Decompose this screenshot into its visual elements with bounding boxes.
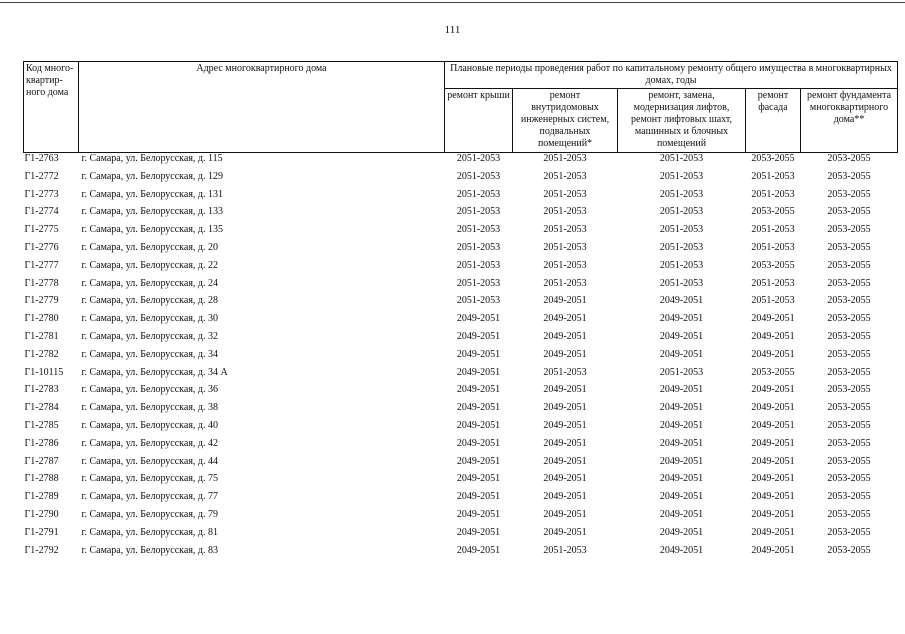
cell-code: Г1-2781 — [24, 330, 59, 342]
cell-code: Г1-10115 — [24, 366, 64, 378]
cell-facade: 2049-2051 — [751, 544, 795, 556]
cell-facade: 2049-2051 — [751, 491, 795, 503]
cell-foundation: 2053-2055 — [827, 241, 871, 253]
cell-code: Г1-2775 — [24, 224, 59, 236]
cell-roof: 2049-2051 — [456, 348, 501, 360]
cell-roof: 2049-2051 — [456, 473, 501, 485]
cell-engineering: 2049-2051 — [543, 330, 587, 342]
cell-address: г. Самара, ул. Белорусская, д. 28 — [81, 295, 219, 307]
cell-elevators: 2049-2051 — [659, 402, 704, 414]
cell-code: Г1-2784 — [24, 402, 59, 414]
cell-engineering: 2051-2053 — [543, 259, 587, 271]
cell-engineering: 2049-2051 — [543, 437, 587, 449]
cell-facade: 2049-2051 — [751, 508, 795, 520]
table-row — [24, 206, 898, 224]
cell-roof: 2051-2053 — [456, 153, 501, 164]
cell-foundation: 2053-2055 — [827, 330, 871, 342]
cell-roof: 2051-2053 — [456, 170, 501, 182]
cell-code: Г1-2777 — [24, 259, 59, 271]
cell-engineering: 2051-2053 — [543, 188, 587, 200]
table-row — [24, 367, 898, 385]
cell-roof: 2049-2051 — [456, 330, 501, 342]
header-address: Адрес многоквартирного дома — [79, 62, 445, 153]
table-row — [24, 153, 898, 171]
header-code: Код много-квартир-ного дома — [24, 62, 79, 153]
table-row — [24, 349, 898, 367]
cell-foundation: 2053-2055 — [827, 277, 871, 289]
cell-elevators: 2051-2053 — [659, 153, 704, 164]
cell-address: г. Самара, ул. Белорусская, д. 115 — [81, 153, 223, 164]
cell-facade: 2051-2053 — [751, 224, 795, 236]
cell-address: г. Самара, ул. Белорусская, д. 38 — [81, 402, 219, 414]
cell-address: г. Самара, ул. Белорусская, д. 24 — [81, 277, 219, 289]
cell-engineering: 2049-2051 — [543, 419, 587, 431]
cell-roof: 2049-2051 — [456, 455, 501, 467]
table-row — [24, 171, 898, 189]
cell-engineering: 2051-2053 — [543, 153, 587, 164]
cell-engineering: 2049-2051 — [543, 491, 587, 503]
cell-foundation: 2053-2055 — [827, 259, 871, 271]
table-row — [24, 402, 898, 420]
cell-foundation: 2053-2055 — [827, 206, 871, 218]
cell-code: Г1-2774 — [24, 206, 59, 218]
cell-roof: 2049-2051 — [456, 366, 501, 378]
cell-engineering: 2051-2053 — [543, 206, 587, 218]
cell-address: г. Самара, ул. Белорусская, д. 22 — [81, 259, 219, 271]
cell-code: Г1-2785 — [24, 419, 59, 431]
cell-foundation: 2053-2055 — [827, 437, 871, 449]
cell-elevators: 2049-2051 — [659, 348, 704, 360]
cell-code: Г1-2773 — [24, 188, 59, 200]
cell-facade: 2049-2051 — [751, 330, 795, 342]
table-row — [24, 456, 898, 474]
cell-engineering: 2051-2053 — [543, 544, 587, 556]
cell-foundation: 2053-2055 — [827, 526, 871, 538]
cell-elevators: 2049-2051 — [659, 491, 704, 503]
cell-elevators: 2049-2051 — [659, 419, 704, 431]
page-number: 111 — [444, 24, 461, 36]
cell-address: г. Самара, ул. Белорусская, д. 83 — [81, 544, 219, 556]
cell-code: Г1-2776 — [24, 241, 59, 253]
cell-elevators: 2051-2053 — [659, 188, 704, 200]
cell-engineering: 2049-2051 — [543, 455, 587, 467]
cell-facade: 2051-2053 — [751, 188, 795, 200]
cell-elevators: 2049-2051 — [659, 295, 704, 307]
cell-elevators: 2051-2053 — [659, 241, 704, 253]
cell-roof: 2051-2053 — [456, 188, 501, 200]
table-row — [24, 189, 898, 207]
table-row — [24, 331, 898, 349]
cell-facade: 2049-2051 — [751, 473, 795, 485]
cell-foundation: 2053-2055 — [827, 170, 871, 182]
header-elevators: ремонт, замена, модернизация лифтов, ремонт лифтовых шахт, машинных и блочных помещений — [618, 89, 746, 153]
cell-foundation: 2053-2055 — [827, 402, 871, 414]
cell-facade: 2049-2051 — [751, 384, 795, 396]
cell-facade: 2049-2051 — [751, 419, 795, 431]
cell-code: Г1-2791 — [24, 526, 59, 538]
cell-address: г. Самара, ул. Белорусская, д. 34 — [81, 348, 219, 360]
cell-elevators: 2049-2051 — [659, 508, 704, 520]
table-row — [24, 260, 898, 278]
cell-address: г. Самара, ул. Белорусская, д. 30 — [81, 313, 219, 325]
cell-elevators: 2051-2053 — [659, 206, 704, 218]
cell-code: Г1-2763 — [24, 153, 59, 164]
cell-code: Г1-2789 — [24, 491, 59, 503]
cell-facade: 2049-2051 — [751, 348, 795, 360]
cell-elevators: 2049-2051 — [659, 473, 704, 485]
cell-roof: 2051-2053 — [456, 259, 501, 271]
cell-engineering: 2049-2051 — [543, 384, 587, 396]
cell-facade: 2049-2051 — [751, 313, 795, 325]
cell-roof: 2049-2051 — [456, 526, 501, 538]
cell-address: г. Самара, ул. Белорусская, д. 77 — [81, 491, 219, 503]
cell-elevators: 2049-2051 — [659, 544, 704, 556]
cell-foundation: 2053-2055 — [827, 313, 871, 325]
capital-repair-schedule-table — [23, 61, 898, 562]
table-row — [24, 491, 898, 509]
cell-foundation: 2053-2055 — [827, 419, 871, 431]
table-row — [24, 278, 898, 296]
cell-elevators: 2049-2051 — [659, 437, 704, 449]
cell-foundation: 2053-2055 — [827, 224, 871, 236]
cell-foundation: 2053-2055 — [827, 473, 871, 485]
table-row — [24, 224, 898, 242]
cell-code: Г1-2780 — [24, 313, 59, 325]
cell-roof: 2049-2051 — [456, 384, 501, 396]
cell-elevators: 2049-2051 — [659, 384, 704, 396]
cell-foundation: 2053-2055 — [827, 455, 871, 467]
table-row — [24, 295, 898, 313]
cell-code: Г1-2778 — [24, 277, 59, 289]
cell-facade: 2053-2055 — [751, 206, 795, 218]
cell-engineering: 2049-2051 — [543, 473, 587, 485]
scan-edge-line — [0, 2, 905, 3]
cell-foundation: 2053-2055 — [827, 508, 871, 520]
cell-address: г. Самара, ул. Белорусская, д. 42 — [81, 437, 219, 449]
cell-roof: 2051-2053 — [456, 295, 501, 307]
cell-engineering: 2051-2053 — [543, 170, 587, 182]
header-roof: ремонт крыши — [445, 89, 513, 153]
table-row — [24, 509, 898, 527]
cell-roof: 2051-2053 — [456, 277, 501, 289]
cell-facade: 2049-2051 — [751, 455, 795, 467]
cell-facade: 2053-2055 — [751, 366, 795, 378]
cell-engineering: 2051-2053 — [543, 366, 587, 378]
cell-foundation: 2053-2055 — [827, 348, 871, 360]
cell-elevators: 2051-2053 — [659, 259, 704, 271]
cell-code: Г1-2786 — [24, 437, 59, 449]
cell-engineering: 2049-2051 — [543, 348, 587, 360]
cell-facade: 2049-2051 — [751, 526, 795, 538]
cell-address: г. Самара, ул. Белорусская, д. 36 — [81, 384, 219, 396]
cell-address: г. Самара, ул. Белорусская, д. 40 — [81, 419, 219, 431]
cell-address: г. Самара, ул. Белорусская, д. 75 — [81, 473, 219, 485]
header-facade: ремонт фасада — [746, 89, 801, 153]
cell-engineering: 2049-2051 — [543, 402, 587, 414]
table-row — [24, 242, 898, 260]
header-foundation: ремонт фундамента многоквартирного дома** — [801, 89, 898, 153]
cell-elevators: 2051-2053 — [659, 277, 704, 289]
cell-address: г. Самара, ул. Белорусская, д. 32 — [81, 330, 219, 342]
cell-address: г. Самара, ул. Белорусская, д. 133 — [81, 206, 224, 218]
table-body — [24, 153, 898, 563]
cell-facade: 2049-2051 — [751, 402, 795, 414]
cell-roof: 2051-2053 — [456, 224, 501, 236]
cell-elevators: 2049-2051 — [659, 330, 704, 342]
cell-roof: 2051-2053 — [456, 241, 501, 253]
cell-address: г. Самара, ул. Белорусская, д. 81 — [81, 526, 219, 538]
cell-engineering: 2049-2051 — [543, 508, 587, 520]
cell-foundation: 2053-2055 — [827, 153, 871, 164]
table-row — [24, 545, 898, 563]
cell-foundation: 2053-2055 — [827, 491, 871, 503]
cell-code: Г1-2790 — [24, 508, 59, 520]
cell-facade: 2051-2053 — [751, 241, 795, 253]
cell-foundation: 2053-2055 — [827, 366, 871, 378]
cell-facade: 2053-2055 — [751, 153, 795, 164]
cell-foundation: 2053-2055 — [827, 384, 871, 396]
cell-elevators: 2051-2053 — [659, 170, 704, 182]
cell-code: Г1-2787 — [24, 455, 59, 467]
cell-code: Г1-2783 — [24, 384, 59, 396]
cell-roof: 2051-2053 — [456, 206, 501, 218]
cell-roof: 2049-2051 — [456, 508, 501, 520]
cell-address: г. Самара, ул. Белорусская, д. 135 — [81, 224, 224, 236]
table-row — [24, 527, 898, 545]
table-row — [24, 313, 898, 331]
cell-roof: 2049-2051 — [456, 419, 501, 431]
cell-roof: 2049-2051 — [456, 491, 501, 503]
cell-foundation: 2053-2055 — [827, 295, 871, 307]
cell-address: г. Самара, ул. Белорусская, д. 20 — [81, 241, 219, 253]
cell-facade: 2051-2053 — [751, 295, 795, 307]
cell-engineering: 2049-2051 — [543, 313, 587, 325]
header-periods-group: Плановые периоды проведения работ по капитальному ремонту общего имущества в многоквартирных домах, годы — [445, 62, 898, 89]
table-row — [24, 438, 898, 456]
cell-elevators: 2049-2051 — [659, 313, 704, 325]
cell-code: Г1-2779 — [24, 295, 59, 307]
cell-address: г. Самара, ул. Белорусская, д. 131 — [81, 188, 224, 200]
cell-elevators: 2049-2051 — [659, 455, 704, 467]
cell-code: Г1-2782 — [24, 348, 59, 360]
cell-roof: 2049-2051 — [456, 313, 501, 325]
cell-facade: 2053-2055 — [751, 259, 795, 271]
cell-engineering: 2051-2053 — [543, 224, 587, 236]
header-engineering: ремонт внутридомовых инженерных систем, подвальных помещений* — [513, 89, 618, 153]
cell-address: г. Самара, ул. Белорусская, д. 34 А — [81, 366, 228, 378]
cell-elevators: 2051-2053 — [659, 366, 704, 378]
cell-foundation: 2053-2055 — [827, 544, 871, 556]
cell-facade: 2051-2053 — [751, 277, 795, 289]
cell-roof: 2049-2051 — [456, 544, 501, 556]
cell-code: Г1-2792 — [24, 544, 59, 556]
cell-elevators: 2049-2051 — [659, 526, 704, 538]
cell-address: г. Самара, ул. Белорусская, д. 129 — [81, 170, 224, 182]
cell-roof: 2049-2051 — [456, 437, 501, 449]
table-row — [24, 420, 898, 438]
cell-engineering: 2051-2053 — [543, 241, 587, 253]
cell-code: Г1-2788 — [24, 473, 59, 485]
cell-roof: 2049-2051 — [456, 402, 501, 414]
cell-engineering: 2049-2051 — [543, 526, 587, 538]
cell-address: г. Самара, ул. Белорусская, д. 44 — [81, 455, 219, 467]
cell-elevators: 2051-2053 — [659, 224, 704, 236]
cell-engineering: 2051-2053 — [543, 277, 587, 289]
cell-facade: 2051-2053 — [751, 170, 795, 182]
table-row — [24, 473, 898, 491]
cell-facade: 2049-2051 — [751, 437, 795, 449]
cell-code: Г1-2772 — [24, 170, 59, 182]
cell-address: г. Самара, ул. Белорусская, д. 79 — [81, 508, 219, 520]
cell-engineering: 2049-2051 — [543, 295, 587, 307]
table-row — [24, 384, 898, 402]
cell-foundation: 2053-2055 — [827, 188, 871, 200]
